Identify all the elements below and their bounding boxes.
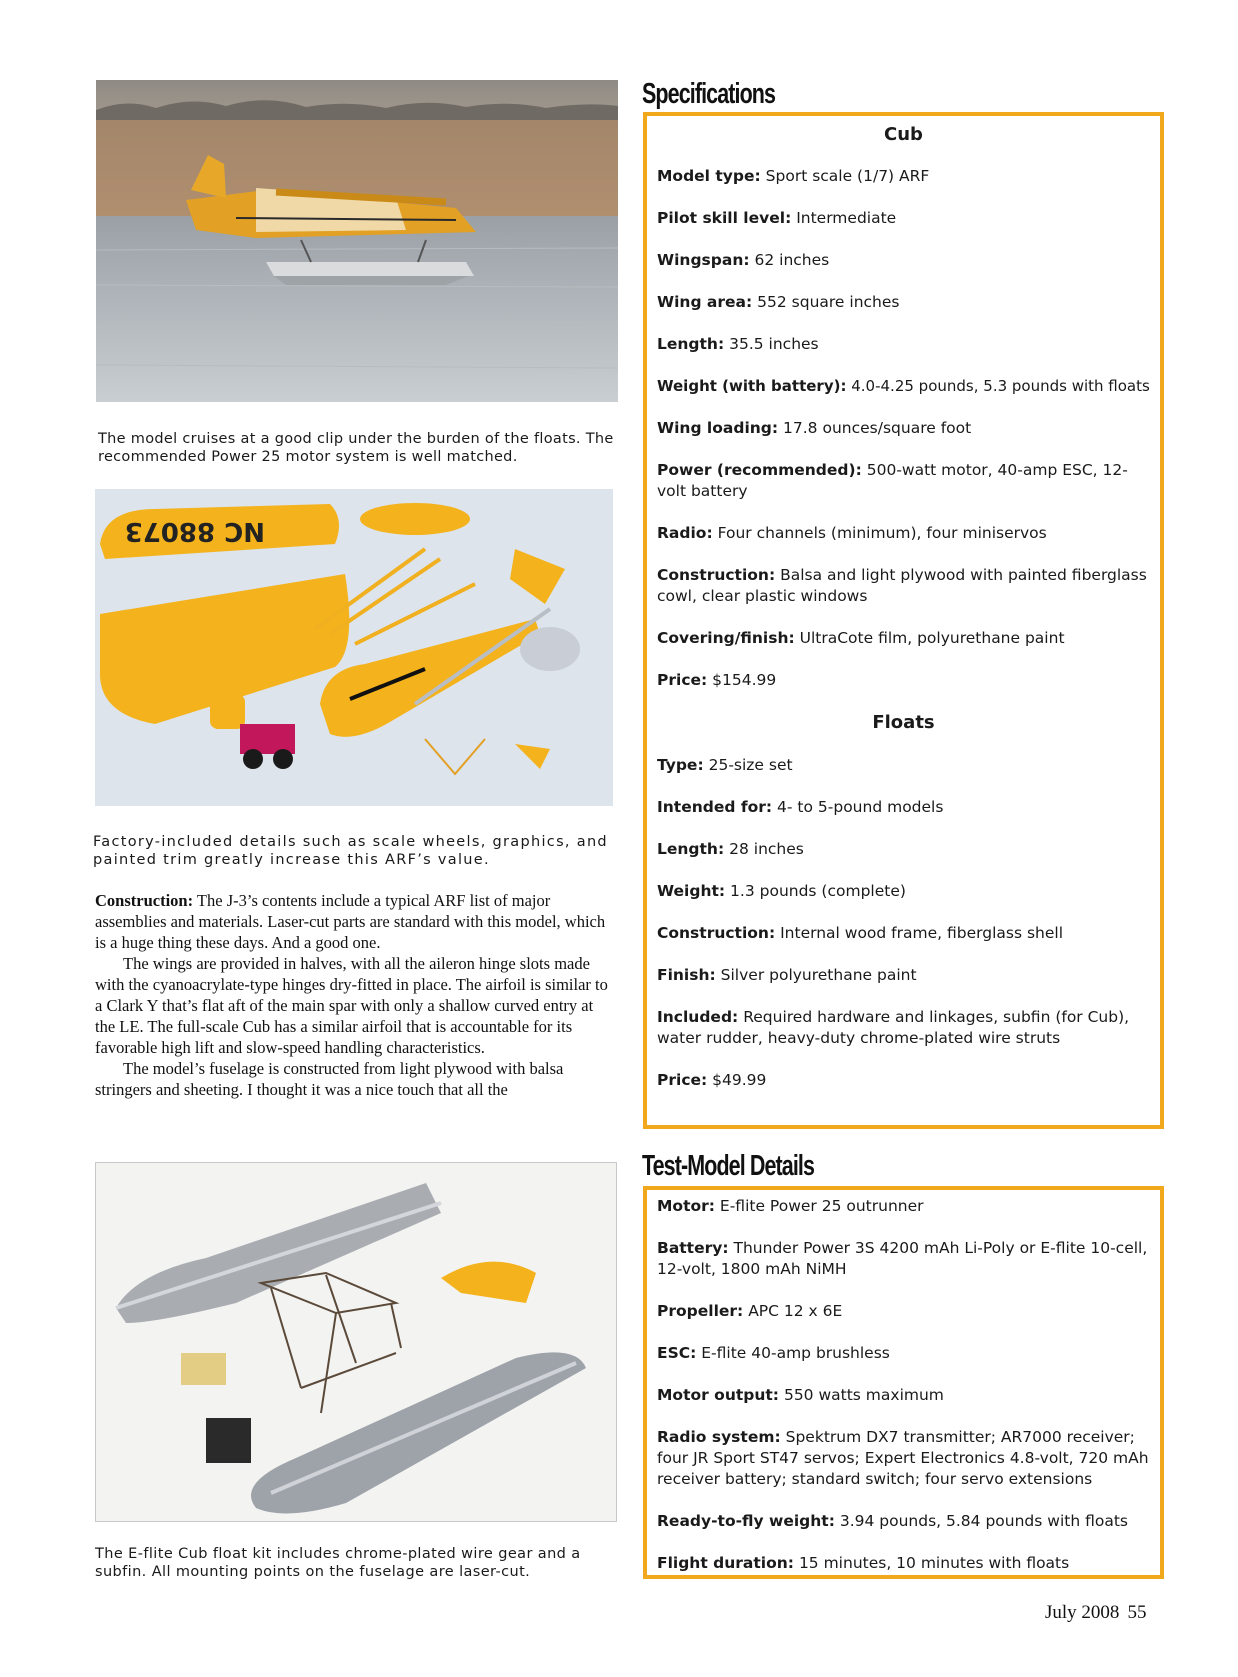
spec-row: Finish: Silver polyurethane paint	[657, 966, 917, 984]
test-row: Motor: E-flite Power 25 outrunner	[657, 1197, 924, 1215]
spec-row: Price: $154.99	[657, 671, 777, 689]
photo-caption-3: The E-flite Cub float kit includes chrome-plated wire gear and a subfin. All mounting points on the fuselage are laser-cut.	[95, 1546, 581, 1580]
specifications-box	[643, 112, 1164, 1129]
spec-row: Radio: Four channels (minimum), four miniservos	[657, 524, 1047, 542]
spec-row: Wingspan: 62 inches	[657, 251, 830, 269]
test-row: ESC: E-flite 40-amp brushless	[657, 1344, 890, 1362]
spec-row: Construction: Internal wood frame, fiberglass shell	[657, 924, 1064, 942]
page-folio	[1045, 1602, 1146, 1624]
spec-row: Price: $49.99	[657, 1071, 767, 1089]
test-row: Propeller: APC 12 x 6E	[657, 1302, 843, 1320]
test-row: Radio system: Spektrum DX7 transmitter; AR7000 receiver; four JR Sport ST47 servos; Expert Electronics 4.8-volt, 720 mAh receiver battery; standard switch; four servo extensions	[657, 1428, 1149, 1488]
issue-date: July 2008	[1045, 1602, 1120, 1623]
photo-caption-1: The model cruises at a good clip under the burden of the floats. The recommended Power 25 motor system is well matched.	[98, 431, 614, 465]
photo-caption-2: Factory-included details such as scale wheels, graphics, and painted trim greatly increase this ARF’s value.	[93, 834, 608, 868]
spec-row: Power (recommended): 500-watt motor, 40-amp ESC, 12-volt battery	[657, 461, 1128, 500]
test-row: Ready-to-fly weight: 3.94 pounds, 5.84 pounds with floats	[657, 1512, 1128, 1530]
photo-float-kit	[95, 1162, 617, 1522]
test-row: Motor output: 550 watts maximum	[657, 1386, 944, 1404]
test-model-box	[643, 1186, 1164, 1579]
article-paragraph: The model’s fuselage is constructed from light plywood with balsa stringers and sheeting. I thought it was a nice touch that all the	[95, 1059, 564, 1099]
spec-row: Wing loading: 17.8 ounces/square foot	[657, 419, 972, 437]
article-lead-label: Construction:	[95, 891, 194, 910]
spec-row: Intended for: 4- to 5-pound models	[657, 798, 944, 816]
article-paragraph: Construction: The J-3’s contents include a typical ARF list of major assemblies and materials. Laser-cut parts are standard with this model, which is a huge thing these days. And a good one.	[95, 891, 606, 952]
photo-kit-contents	[95, 489, 613, 806]
spec-row: Length: 35.5 inches	[657, 335, 819, 353]
test-model-heading: Test-Model Details	[642, 1150, 815, 1182]
article-body	[95, 890, 610, 1100]
spec-row: Included: Required hardware and linkages, subfin (for Cub), water rudder, heavy-duty chrome-plated wire struts	[657, 1008, 1130, 1047]
cub-specs-title: Cub	[884, 124, 923, 145]
spec-row: Weight (with battery): 4.0-4.25 pounds, 5.3 pounds with floats	[657, 377, 1150, 395]
spec-row: Construction: Balsa and light plywood with painted fiberglass cowl, clear plastic windows	[657, 566, 1147, 605]
spec-row: Length: 28 inches	[657, 840, 804, 858]
floats-specs-title: Floats	[872, 712, 935, 733]
page-number: 55	[1127, 1602, 1147, 1623]
test-row: Battery: Thunder Power 3S 4200 mAh Li-Poly or E-flite 10-cell, 12-volt, 1800 mAh NiMH	[657, 1239, 1148, 1278]
spec-row: Model type: Sport scale (1/7) ARF	[657, 167, 930, 185]
specifications-heading: Specifications	[642, 78, 776, 110]
wing-registration: NC 88073	[124, 516, 265, 546]
article-paragraph: The wings are provided in halves, with all the aileron hinge slots made with the cyanoacrylate-type hinges dry-fitted in place. The airfoil is similar to a Clark Y that’s flat aft of the main spar with only a shallow curved entry at the LE. The full-scale Cub has a similar airfoil that is accountable for its favorable high lift and slow-speed handling characteristics.	[95, 954, 608, 1057]
spec-row: Type: 25-size set	[657, 756, 793, 774]
test-row: Flight duration: 15 minutes, 10 minutes with floats	[657, 1554, 1070, 1572]
spec-row: Covering/finish: UltraCote film, polyurethane paint	[657, 629, 1065, 647]
spec-row: Weight: 1.3 pounds (complete)	[657, 882, 906, 900]
photo-cub-on-floats	[96, 80, 618, 402]
spec-row: Wing area: 552 square inches	[657, 293, 900, 311]
spec-row: Pilot skill level: Intermediate	[657, 209, 897, 227]
